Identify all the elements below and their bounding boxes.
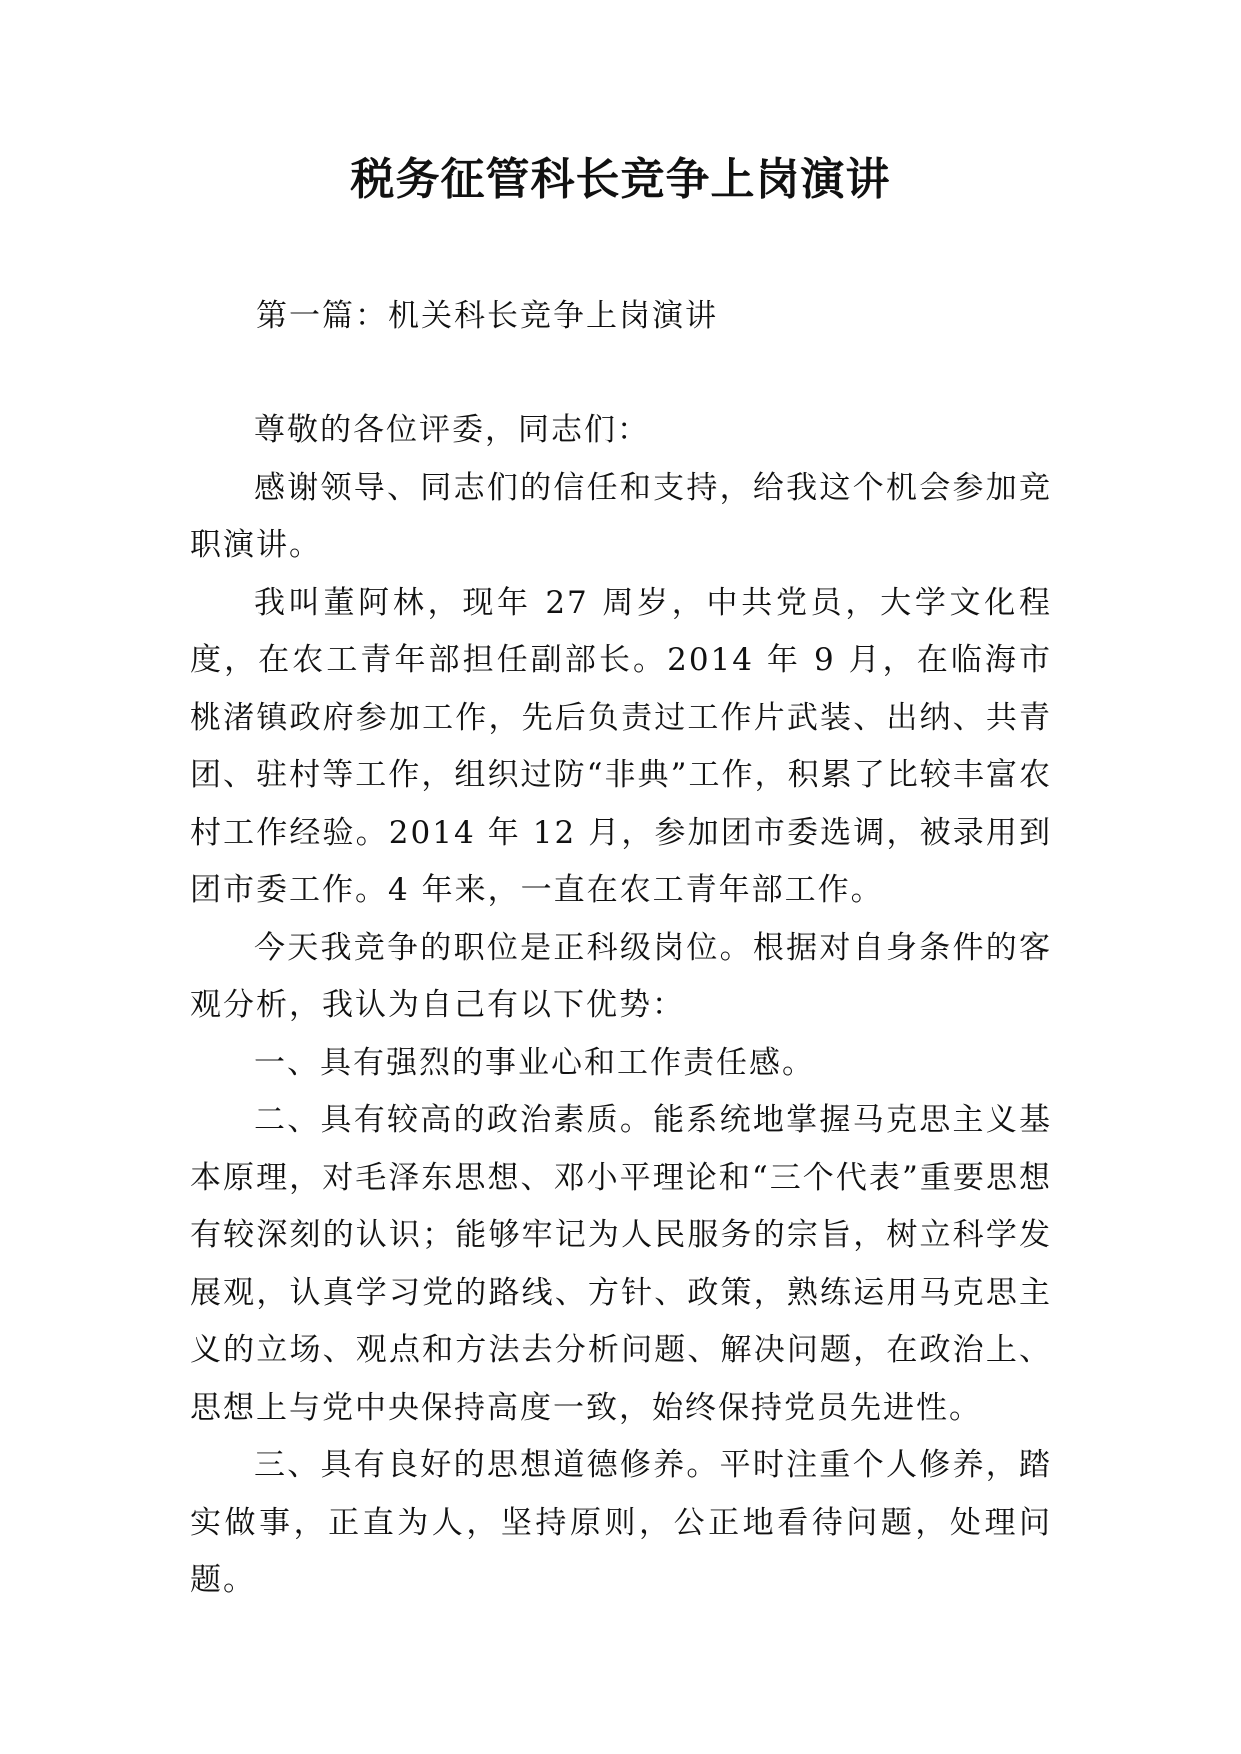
paragraph-thanks: 感谢领导、同志们的信任和支持，给我这个机会参加竞职演讲。 (190, 469, 1052, 563)
paragraph-self-introduction: 我叫董阿林，现年 27 周岁，中共党员，大学文化程度，在农工青年部担任副部长。2014 年 9 月，在临海市桃渚镇政府参加工作，先后负责过工作片武装、出纳、共青团、驻村等工作，组织过防“非典”工作，积累了比较丰富农村工作经验。2014 年 12 月，参加团市委选调，被录用到团市委工作。4 年来，一直在农工青年部工作。 (190, 584, 1052, 908)
paragraph-position: 今天我竞争的职位是正科级岗位。根据对自身条件的客观分析，我认为自己有以下优势： (190, 929, 1052, 1023)
paragraph-advantage-3: 三、具有良好的思想道德修养。平时注重个人修养，踏实做事，正直为人，坚持原则，公正地看待问题，处理问题。 (190, 1447, 1052, 1598)
paragraph-advantage-2: 二、具有较高的政治素质。能系统地掌握马克思主义基本原理，对毛泽东思想、邓小平理论和“三个代表”重要思想有较深刻的认识；能够牢记为人民服务的宗旨，树立科学发展观，认真学习党的路线、方针、政策，熟练运用马克思主义的立场、观点和方法去分析问题、解决问题，在政治上、思想上与党中央保持高度一致，始终保持党员先进性。 (190, 1102, 1052, 1426)
document-body (190, 402, 1052, 1610)
paragraph-advantage-1: 一、具有强烈的事业心和工作责任感。 (254, 1044, 815, 1081)
paragraph-salutation: 尊敬的各位评委，同志们： (254, 412, 650, 448)
document-subtitle: 第一篇：机关科长竞争上岗演讲 (256, 298, 718, 334)
document-title: 税务征管科长竞争上岗演讲 (350, 154, 891, 205)
